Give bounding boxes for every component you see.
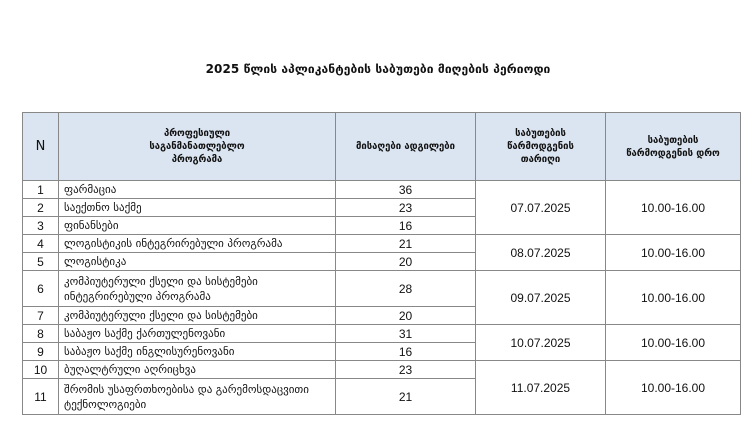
submission-date: 10.07.2025 (476, 325, 606, 361)
program-name: კომპიუტერული ქსელი და სისტემები (59, 307, 336, 325)
header-time: საბუთების წარმოდგენის დრო (606, 113, 741, 181)
places-count: 23 (336, 361, 476, 379)
places-count: 21 (336, 379, 476, 415)
header-date: საბუთების წარმოდგენის თარიღი (476, 113, 606, 181)
program-name: ლოგისტიკა (59, 253, 336, 271)
page-title: 2025 წლის აპლიკანტების საბუთები მიღების პერიოდი (205, 62, 551, 76)
places-count: 28 (336, 271, 476, 307)
row-number: 2 (23, 199, 59, 217)
table-row (23, 325, 741, 343)
program-name: ფინანსები (59, 217, 336, 235)
header-n: N (23, 113, 59, 181)
submission-time: 10.00-16.00 (606, 235, 741, 271)
table-header-row (23, 113, 741, 181)
places-count: 16 (336, 217, 476, 235)
program-name: საექთნო საქმე (59, 199, 336, 217)
row-number: 7 (23, 307, 59, 325)
row-number: 3 (23, 217, 59, 235)
submission-date: 08.07.2025 (476, 235, 606, 271)
submission-date: 09.07.2025 (476, 271, 606, 325)
program-name: საბაჟო საქმე ინგლისურენოვანი (59, 343, 336, 361)
places-count: 21 (336, 235, 476, 253)
table-row (23, 235, 741, 253)
row-number: 1 (23, 181, 59, 199)
row-number: 4 (23, 235, 59, 253)
table-row (23, 271, 741, 307)
header-places: მისაღები ადგილები (336, 113, 476, 181)
places-count: 36 (336, 181, 476, 199)
row-number: 9 (23, 343, 59, 361)
program-name: კომპიუტერული ქსელი და სისტემები ინტეგრირებული პროგრამა (59, 271, 336, 307)
program-name: ბუღალტრული აღრიცხვა (59, 361, 336, 379)
table-row (23, 181, 741, 199)
row-number: 10 (23, 361, 59, 379)
submission-time: 10.00-16.00 (606, 181, 741, 235)
header-program: პროფესიული საგანმანათლებლო პროგრამა (59, 113, 336, 181)
schedule-table (22, 112, 741, 415)
submission-time: 10.00-16.00 (606, 361, 741, 415)
places-count: 20 (336, 253, 476, 271)
row-number: 11 (23, 379, 59, 415)
places-count: 31 (336, 325, 476, 343)
submission-date: 07.07.2025 (476, 181, 606, 235)
submission-time: 10.00-16.00 (606, 325, 741, 361)
row-number: 6 (23, 271, 59, 307)
places-count: 23 (336, 199, 476, 217)
places-count: 16 (336, 343, 476, 361)
program-name: შრომის უსაფრთხოებისა და გარემოსდაცვითი ტექნოლოგიები (59, 379, 336, 415)
submission-date: 11.07.2025 (476, 361, 606, 415)
table-row (23, 361, 741, 379)
program-name: ფარმაცია (59, 181, 336, 199)
row-number: 8 (23, 325, 59, 343)
row-number: 5 (23, 253, 59, 271)
places-count: 20 (336, 307, 476, 325)
program-name: საბაჟო საქმე ქართულენოვანი (59, 325, 336, 343)
program-name: ლოგისტიკის ინტეგრირებული პროგრამა (59, 235, 336, 253)
submission-time: 10.00-16.00 (606, 271, 741, 325)
